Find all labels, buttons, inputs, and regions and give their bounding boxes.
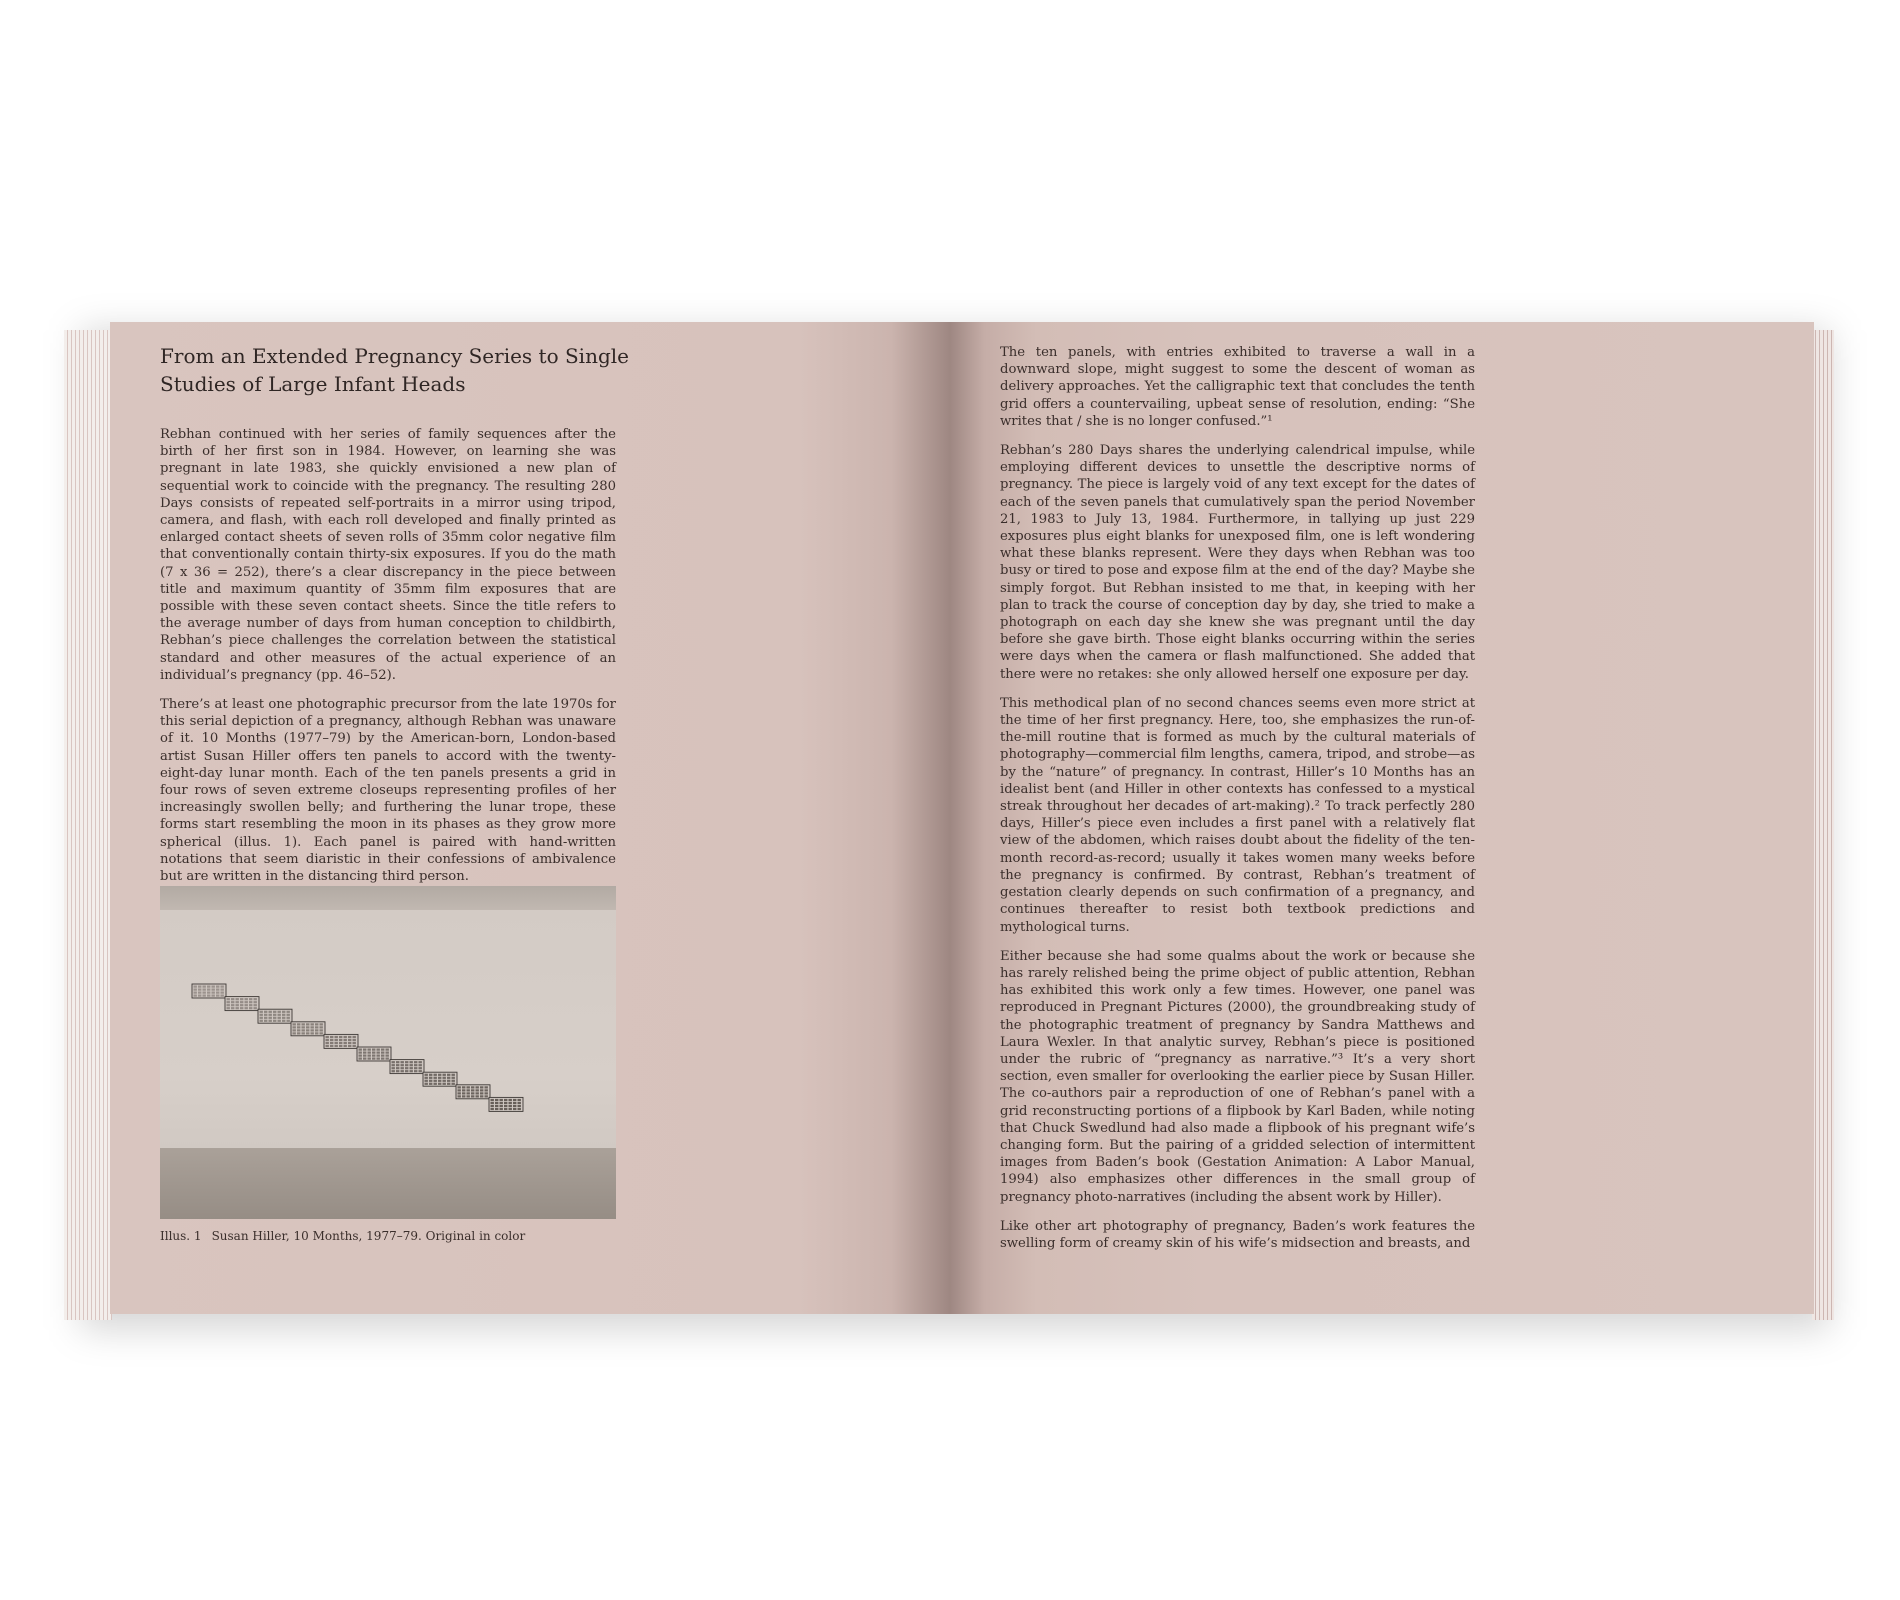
- artwork-panel: [324, 1034, 358, 1048]
- right-page: [950, 322, 1814, 1314]
- caption-text: Susan Hiller, 10 Months, 1977–79. Original in color: [211, 1229, 526, 1243]
- right-text-column: [1000, 344, 1475, 1264]
- artwork-panel: [225, 997, 259, 1011]
- illustration-1: [160, 886, 616, 1219]
- artwork-panel: [291, 1022, 325, 1036]
- paragraph: Rebhan continued with her series of family sequences after the birth of her first son in 1984. However, on learning she was pregnant in late 1983, she quickly envisioned a new plan of sequential work to coincide with the pregnancy. The resulting 280 Days consists of repeated self-portraits in a mirror using tripod, camera, and flash, with each roll developed and finally printed as enlarged contact sheets of seven rolls of 35mm color negative film that conventionally contain thirty-six exposures. If you do the math (7 x 36 = 252), there’s a clear discrepancy in the piece between title and maximum quantity of 35mm film exposures that are possible with these seven contact sheets. Since the title refers to the average number of days from human conception to childbirth, Rebhan’s piece challenges the correlation between the statistical standard and other measures of the actual experience of an individual’s pregnancy (pp. 46–52).: [160, 427, 616, 683]
- section-heading: [160, 342, 680, 398]
- artwork-panels: [160, 886, 616, 1219]
- left-page: [110, 322, 950, 1314]
- left-page-edges: [64, 330, 112, 1320]
- caption-label: Illus. 1: [160, 1229, 202, 1243]
- artwork-panel: [456, 1085, 490, 1099]
- paragraph: Rebhan’s 280 Days shares the underlying calendrical impulse, while employing different devices to unsettle the descriptive norms of pregnancy. The piece is largely void of any text except for the dates of each of the seven panels that cumulatively span the period November 21, 1983 to July 13, 1984. Furthermore, in tallying up just 229 exposures plus eight blanks for unexposed film, one is left wondering what these blanks represent. Were they days when Rebhan was too busy or tired to pose and expose film at the end of the day? Maybe she simply forgot. But Rebhan insisted to me that, in keeping with her plan to track the course of conception day by day, she tried to make a photograph on each day she knew she was pregnant until the day before she gave birth. Those eight blanks occurring within the series were days when the camera or flash malfunctioned. She added that there were no retakes: she only allowed herself one exposure per day.: [1000, 443, 1475, 682]
- figure-caption: [160, 1228, 616, 1244]
- heading-line-1: From an Extended Pregnancy Series to Single: [160, 344, 629, 368]
- paragraph: This methodical plan of no second chances seems even more strict at the time of her first pregnancy. Here, too, she emphasizes the run-of-the-mill routine that is formed as much by the cultural materials of photography—commercial film lengths, camera, tripod, and strobe—as by the “nature” of pregnancy. In contrast, Hiller’s 10 Months has an idealist bent (and Hiller in other contexts has confessed to a mystical streak throughout her decades of art-making).² To track perfectly 280 days, Hiller’s piece even includes a first panel with a relatively flat view of the abdomen, which raises doubt about the fidelity of the ten-month record-as-record; usually it takes women many weeks before the pregnancy is confirmed. By contrast, Rebhan’s treatment of gestation clearly depends on such confirmation of a pregnancy, and continues thereafter to resist both textbook predictions and mythological turns.: [1000, 695, 1475, 935]
- paragraph: The ten panels, with entries exhibited to traverse a wall in a downward slope, might suggest to some the descent of woman as delivery approaches. Yet the calligraphic text that concludes the tenth grid offers a countervailing, upbeat sense of resolution, ending: “She writes that / she is no longer confused.”¹: [1000, 345, 1475, 429]
- paragraph: Either because she had some qualms about the work or because she has rarely relished being the prime object of public attention, Rebhan has exhibited this work only a few times. However, one panel was reproduced in Pregnant Pictures (2000), the groundbreaking study of the photographic treatment of pregnancy by Sandra Matthews and Laura Wexler. In that analytic survey, Rebhan’s piece is positioned under the rubric of “pregnancy as narrative.”³ It’s a very short section, even smaller for overlooking the earlier piece by Susan Hiller. The co-authors pair a reproduction of one of Rebhan’s panel with a grid reconstructing portions of a flipbook by Karl Baden, while noting that Chuck Swedlund had also made a flipbook of his pregnant wife’s changing form. But the pairing of a gridded selection of intermittent images from Baden’s book (Gestation Animation: A Labor Manual, 1994) also emphasizes other differences in the small group of pregnancy photo-narratives (including the absent work by Hiller).: [1000, 948, 1475, 1205]
- heading-line-2: Studies of Large Infant Heads: [160, 372, 466, 396]
- right-page-edges: [1812, 330, 1834, 1320]
- artwork-panel: [489, 1097, 523, 1111]
- artwork-panel: [258, 1009, 292, 1023]
- artwork-panel: [357, 1047, 391, 1061]
- paragraph: Like other art photography of pregnancy, Baden’s work features the swelling form of creamy skin of his wife’s midsection and breasts, and: [1000, 1218, 1475, 1251]
- paragraph: There’s at least one photographic precursor from the late 1970s for this serial depiction of a pregnancy, although Rebhan was unaware of it. 10 Months (1977–79) by the American-born, London-based artist Susan Hiller offers ten panels to accord with the twenty-eight-day lunar month. Each of the ten panels presents a grid in four rows of seven extreme closeups representing profiles of her increasingly swollen belly; and furthering the lunar trope, these forms start resembling the moon in its phases as they grow more spherical (illus. 1). Each panel is paired with hand-written notations that seem diaristic in their confessions of ambivalence but are written in the distancing third person.: [160, 697, 616, 885]
- artwork-panel: [423, 1072, 457, 1086]
- artwork-panel: [390, 1060, 424, 1074]
- artwork-panel: [192, 984, 226, 998]
- left-text-column: [160, 426, 616, 897]
